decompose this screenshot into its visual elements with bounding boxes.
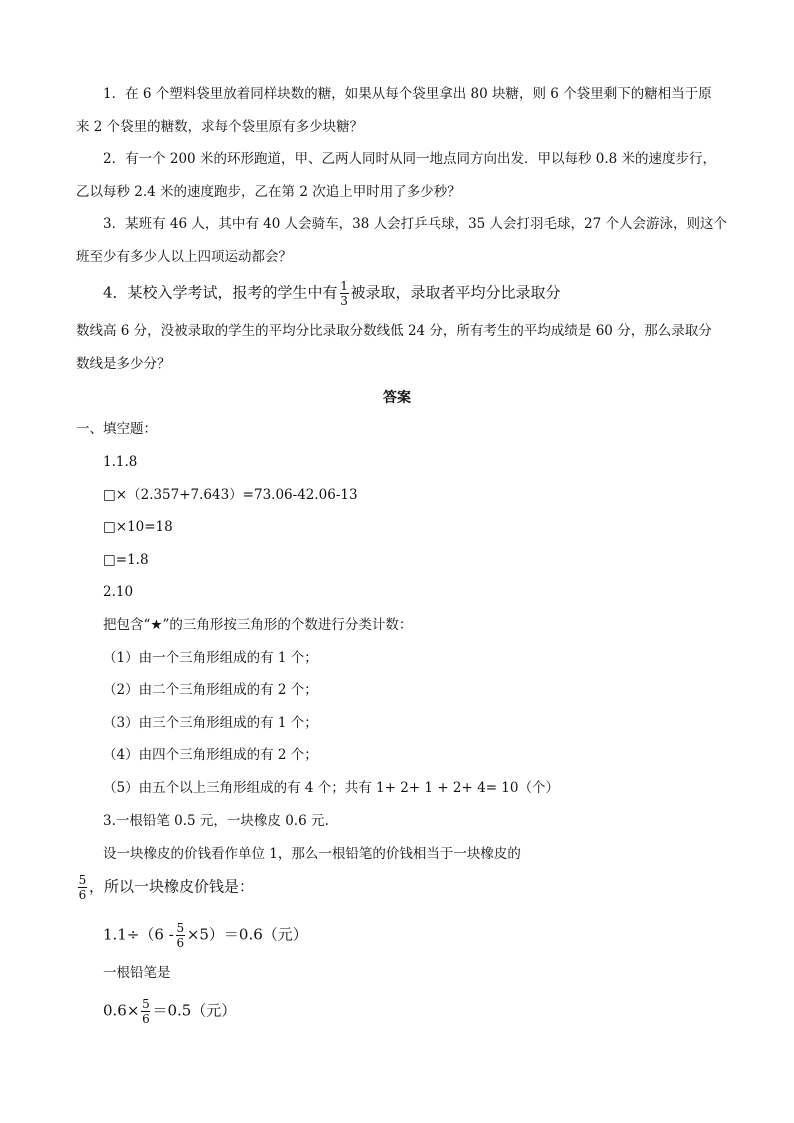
question-4-text-pre: 4．某校入学考试，报考的学生中有 [103, 283, 338, 302]
answer-3-line-1: 设一块橡皮的价钱看作单位 1，那么一根铅笔的价钱相当于一块橡皮的 [103, 846, 521, 862]
fraction-five-sixths [78, 874, 87, 901]
formula-1-post: ×5）＝0.6（元） [186, 925, 308, 944]
answer-2-intro [103, 616, 412, 634]
answer-2-intro-pre: 把包含“ [103, 617, 151, 633]
answers-title: 答案 [383, 390, 411, 406]
formula-1-pre: 1.1÷（6 - [103, 925, 174, 944]
answer-2-item-3: （3）由三个三角形组成的有 1 个； [103, 715, 318, 731]
question-4-line-2: 数线高 6 分，没被录取的学生的平均分比录取分数线低 24 分，所有考生的平均成绩是 60 分，那么录取分 [76, 323, 712, 339]
answer-1-step-3: □=1.8 [103, 552, 149, 568]
fraction-denominator: 6 [78, 888, 87, 902]
fraction-denominator: 6 [176, 936, 185, 950]
question-1-line-2: 来 2 个袋里的糖数，求每个袋里原有多少块糖？ [76, 119, 364, 135]
fraction-numerator: 5 [176, 921, 185, 935]
answer-1-step-2: □×10=18 [103, 519, 173, 535]
answer-3-line-2 [76, 874, 254, 901]
fraction-five-sixths [141, 998, 150, 1025]
question-4-line-1 [103, 280, 561, 307]
answer-2-intro-post: ”的三角形按三角形的个数进行分类计数： [162, 617, 413, 633]
answer-2-item-1: （1）由一个三角形组成的有 1 个； [103, 650, 318, 666]
answer-3-formula-2 [103, 998, 236, 1025]
answer-3: 3.一根铅笔 0.5 元，一块橡皮 0.6 元. [103, 813, 329, 829]
question-4-line-3: 数线是多少分？ [76, 356, 171, 372]
fraction-numerator: 5 [78, 873, 87, 887]
question-2-line-1: 2．有一个 200 米的环形跑道，甲、乙两人同时从同一地点同方向出发．甲以每秒 0.8 米的速度步行， [103, 151, 716, 167]
star-icon: ★ [150, 617, 163, 633]
fraction-five-sixths [176, 922, 185, 949]
question-1-line-1: 1．在 6 个塑料袋里放着同样块数的糖，如果从每个袋里拿出 80 块糖，则 6 个袋里剩下的糖相当于原 [103, 86, 712, 102]
answer-2-item-5: （5）由五个以上三角形组成的有 4 个；共有 1+ 2+ 1 + 2+ 4= 10（个） [103, 780, 559, 796]
fraction-numerator: 1 [340, 279, 348, 293]
answer-3-formula-1 [103, 922, 308, 949]
question-3-line-2: 班至少有多少人以上四项运动都会？ [76, 249, 292, 265]
fraction-one-third [340, 280, 349, 307]
answer-2: 2.10 [103, 584, 134, 600]
answer-3-line-2-text: ，所以一块橡皮价钱是： [89, 877, 255, 896]
answer-2-item-2: （2）由二个三角形组成的有 2 个； [103, 682, 318, 698]
question-2-line-2: 乙以每秒 2.4 米的速度跑步，乙在第 2 次追上甲时用了多少秒？ [76, 184, 461, 200]
fraction-numerator: 5 [142, 997, 150, 1011]
formula-2-post: ＝0.5（元） [152, 1001, 237, 1020]
answer-3-pencil: 一根铅笔是 [103, 965, 171, 981]
question-3-line-1: 3．某班有 46 人，其中有 40 人会骑车，38 人会打乒乓球，35 人会打羽毛球，27 个人会游泳，则这个 [103, 216, 728, 232]
fraction-denominator: 3 [340, 294, 348, 308]
formula-2-pre: 0.6× [103, 1001, 140, 1020]
question-4-text-post: 被录取，录取者平均分比录取分 [350, 283, 561, 302]
fraction-denominator: 6 [142, 1012, 150, 1026]
answer-1: 1.1.8 [103, 454, 138, 470]
answer-1-step-1: □×（2.357+7.643）=73.06-42.06-13 [103, 487, 358, 503]
section-fill-in: 一、填空题： [76, 421, 157, 437]
answer-2-item-4: （4）由四个三角形组成的有 2 个； [103, 747, 318, 763]
